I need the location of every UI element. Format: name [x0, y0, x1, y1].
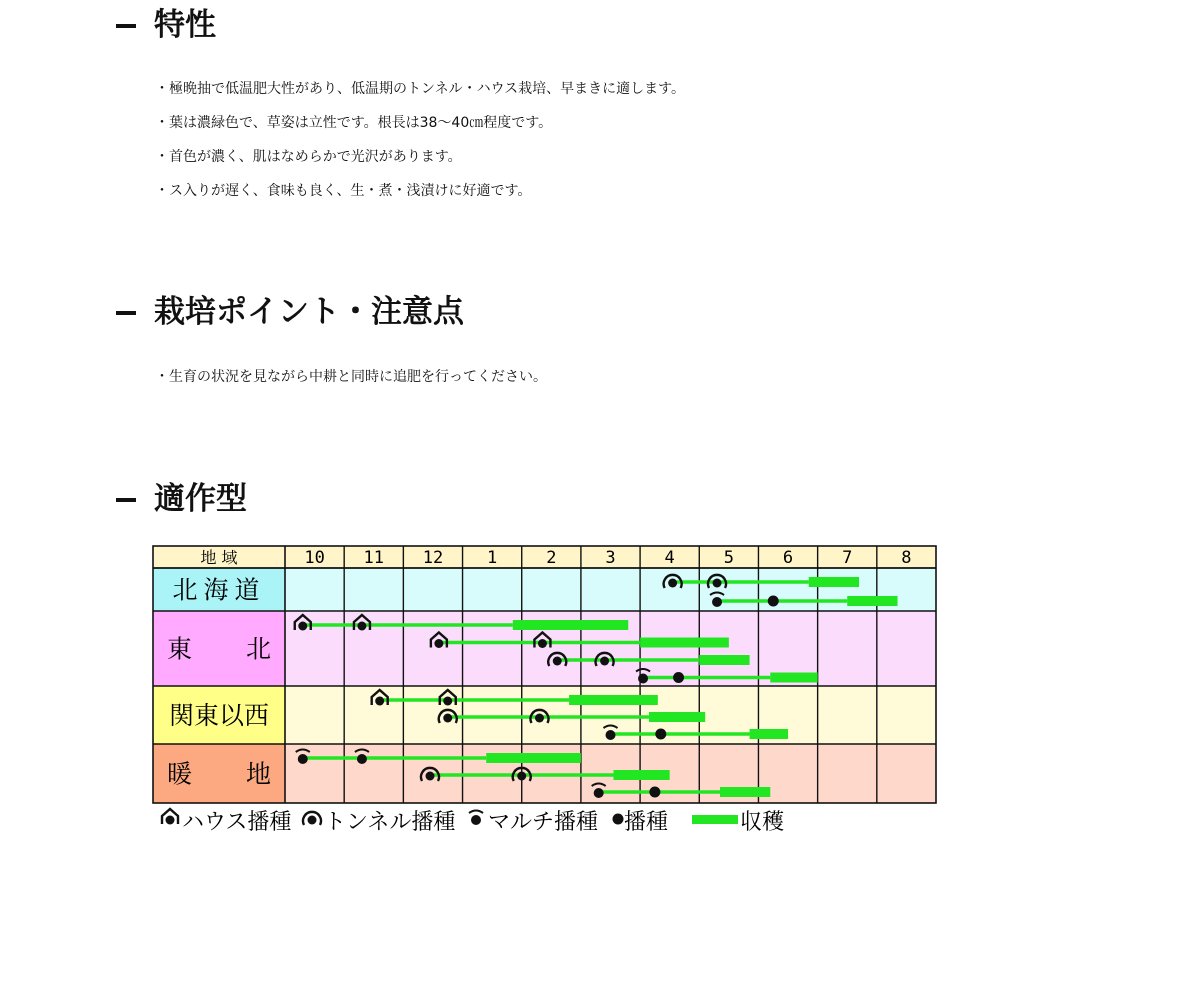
legend-item-tunnel: [303, 810, 455, 835]
svg-text:3: 3: [605, 548, 616, 568]
svg-text:4: 4: [664, 548, 675, 568]
legend-item-harvest: [692, 810, 784, 835]
svg-text:トンネル播種: トンネル播種: [324, 810, 456, 835]
legend-item-dot: [613, 810, 669, 835]
characteristic-bullet: ・葉は濃緑色で、草姿は立性です。根長は38〜40㎝程度です。: [155, 115, 553, 131]
characteristic-bullet: ・極晩抽で低温肥大性があり、低温期のトンネル・ハウス栽培、早まきに適します。: [155, 81, 686, 97]
section-title-text: 栽培ポイント・注意点: [154, 294, 464, 330]
svg-text:東: 東: [167, 634, 193, 664]
legend-item-mulch: [469, 810, 598, 835]
section-title-text: 特性: [154, 7, 216, 43]
svg-text:10: 10: [304, 548, 325, 568]
svg-text:地 域: 地 域: [200, 548, 238, 567]
svg-text:収穫: 収穫: [740, 810, 785, 835]
svg-text:5: 5: [723, 548, 734, 568]
cultivation-bullet: ・生育の状況を見ながら中耕と同時に追肥を行ってください。: [155, 369, 547, 385]
svg-text:11: 11: [363, 548, 385, 568]
svg-text:8: 8: [901, 548, 912, 568]
svg-text:北: 北: [245, 634, 271, 664]
svg-text:12: 12: [422, 548, 444, 568]
characteristic-bullet: ・ス入りが遅く、食味も良く、生・煮・浅漬けに好適です。: [155, 183, 532, 199]
svg-text:7: 7: [842, 548, 853, 568]
characteristic-bullet: ・首色が濃く、肌はなめらかで光沢があります。: [155, 149, 462, 165]
svg-text:ハウス播種: ハウス播種: [182, 810, 292, 835]
svg-text:地: 地: [245, 759, 271, 789]
svg-text:マルチ播種: マルチ播種: [488, 810, 599, 835]
svg-text:播種: 播種: [624, 810, 669, 835]
svg-text:1: 1: [487, 548, 498, 568]
svg-text:6: 6: [782, 548, 794, 568]
svg-text:関東以西: 関東以西: [168, 701, 270, 730]
svg-text:北海道: 北海道: [172, 575, 266, 605]
svg-text:暖: 暖: [167, 759, 193, 789]
section-title-text: 適作型: [154, 481, 247, 517]
legend-item-house: [162, 809, 291, 835]
svg-text:2: 2: [546, 548, 557, 568]
